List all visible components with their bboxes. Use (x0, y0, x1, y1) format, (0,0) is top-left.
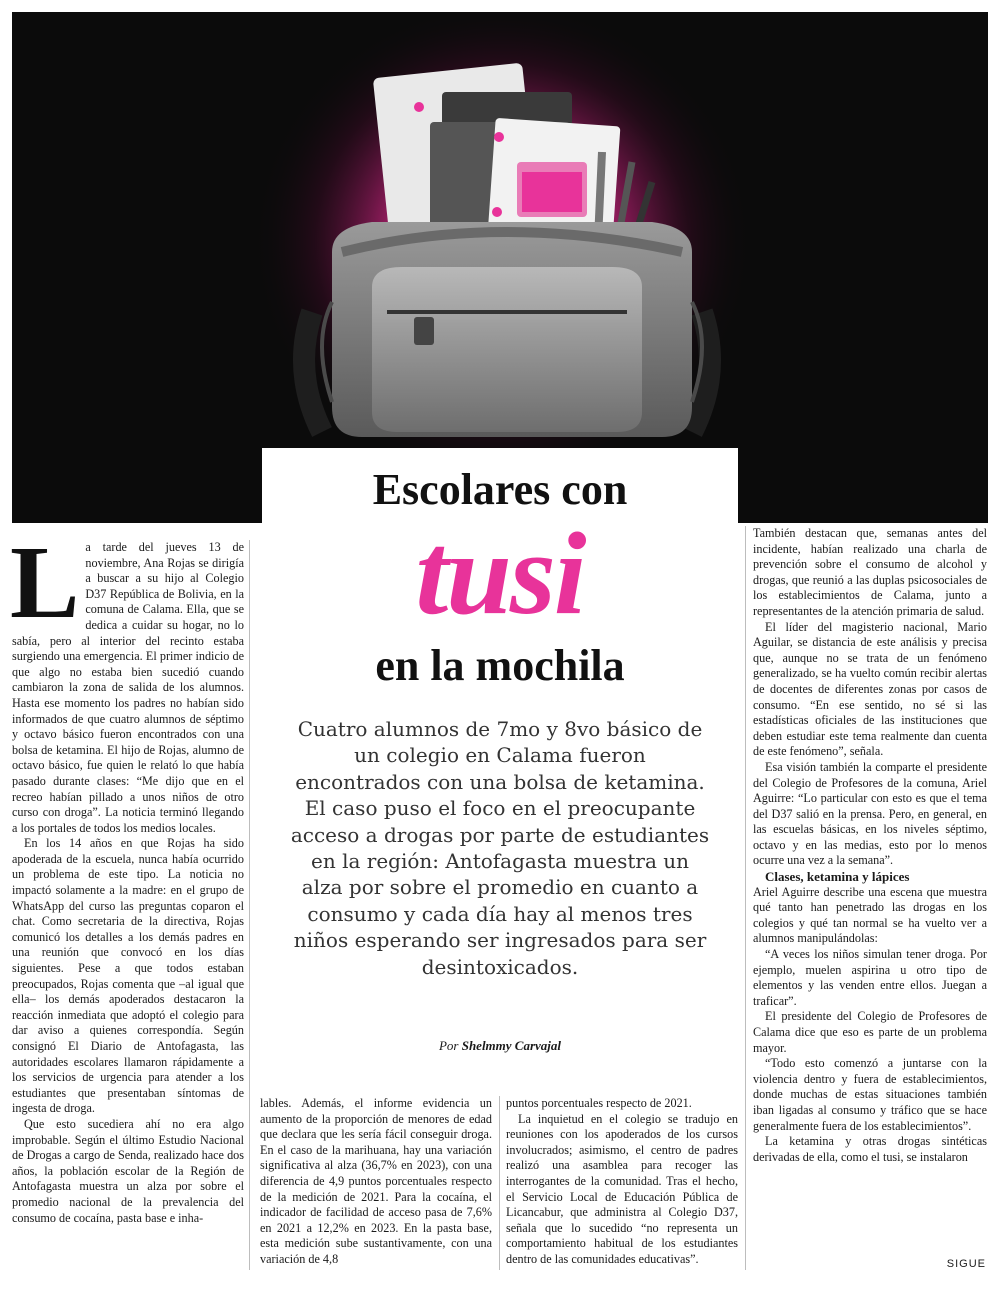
paragraph: lables. Además, el informe evidencia un aumento de la proporción de menores de edad que declara que les sería fácil conseguir droga. En el caso de la marihuana, hay una variación significativa al alza (36,7% en 2023), con una diferencia de 4,9 puntos porcentuales respecto de la medición de 2021. Para la cocaína, el indicador de facilidad de acceso pasa de 7,6% en 2021 a 12,2% en 2023. En la pasta base, esta medición sube sustantivamente, con una variación de 4,8 (260, 1096, 492, 1266)
paragraph: “A veces los niños simulan tener droga. Por ejemplo, muelen aspirina u otro tipo de elementos y las venden entre ellos. Juegan a traficar”. (753, 947, 987, 1008)
column-rule (745, 526, 746, 1270)
column-rule (499, 1096, 500, 1270)
paragraph: puntos porcentuales respecto de 2021. (506, 1096, 692, 1110)
section-subhead: Clases, ketamina y lápices (765, 869, 910, 885)
drop-cap: L (10, 525, 80, 640)
headline-line-1: Escolares con (372, 465, 628, 514)
paragraph: Que esto sucediera ahí no era algo improbable. Según el último Estudio Nacional de Drogas a cargo de Senda, realizado hace dos años, la población escolar de la Región de Antofagasta muestra un alza por sobre el promedio nacional de la prevalencia del consumo de cocaína, pasta base e inha- (12, 1116, 244, 1225)
continue-label: SIGUE (946, 1258, 986, 1270)
article-column-1 (10, 525, 244, 1226)
byline (262, 1038, 738, 1054)
byline-author: Shelmmy Carvajal (461, 1038, 562, 1053)
paragraph-text: a tarde del jueves 13 de noviembre, Ana Rojas se dirigía a buscar a su hijo al Colegio D37 República de Bolivia, en la comuna de Calama. Ella, que se dedica a cuidar su hogar, no lo sabía, pero al interior del recinto estaba surgiendo una emergencia. El primer indicio de que algo no estaba bien sucedió cuando cambiaron la zona de salida de los alumnos. Hasta ese momento los padres no habían sido informados de que cuatro alumnos de séptimo y octavo básico fueron encontrados con una bolsa de ketamina. El hijo de Rojas, alumno de octavo básico, fue quien le relató lo que había pasado durante clases: “Me dijo que en el recreo habían pillado a unos niños de otro curso con droga”. La noticia terminó llegando a los portales de todos los medios locales. (12, 540, 244, 835)
paragraph: Ariel Aguirre describe una escena que muestra qué tanto han penetrado las drogas en los colegios y qué tan normal se ha vuelto ver a alumnos manipulándolas: (753, 884, 987, 946)
paragraph (10, 525, 244, 836)
article-column-2 (260, 1096, 492, 1268)
article-column-4 (753, 526, 987, 1165)
article-column-3 (506, 1096, 738, 1268)
paragraph: También destacan que, semanas antes del incidente, habían realizado una charla de prevención sobre el consumo de alcohol y drogas, que reunió a las duplas psicosociales de los establecimientos de Calama, junto a representantes de la atención primaria de salud. (753, 526, 987, 618)
column-rule (249, 540, 250, 1270)
deck-text: Cuatro alumnos de 7mo y 8vo básico de un colegio en Calama fueron encontrados con una bolsa de ketamina. El caso puso el foco en el preocupante acceso a drogas por parte de estudiantes en la región: Antofagasta muestra un alza por sobre el promedio en cuanto a consumo y cada día hay al menos tres niños esperando ser ingresados para ser desintoxicados. (290, 717, 710, 979)
paragraph: Esa visión también la comparte el presidente del Colegio de Profesores de la comuna, Ariel Aguirre: “Lo particular con esto es que el tema del D37 salió en la prensa. Pero, en general, en las escuelas básicas, en los niveles séptimo, octavo y en las medias, esto por lo menos ocurre una vez a la semana”. (753, 759, 987, 868)
paragraph: El presidente del Colegio de Profesores de Calama dice que eso es parte de un problema mayor. (753, 1009, 987, 1055)
backpack-icon (12, 12, 988, 523)
byline-prefix: Por (438, 1038, 459, 1053)
headline-accent-word: tusi (415, 508, 585, 639)
paragraph: La inquietud en el colegio se tradujo en reuniones con los apoderados de los cursos involucrados; asimismo, el centro de padres realizó una asamblea para recoger las interrogantes de la comunidad. Tras el hecho, el Servicio Local de Educación Pública de Licancabur, que administra al Colegio D37, señala que lo sucedido “no representa un comportamiento habitual de los estudiantes dentro de las comunidades educativas”. (506, 1111, 738, 1266)
paragraph: La ketamina y otras drogas sintéticas derivadas de ella, como el tusi, se instalaron (753, 1134, 987, 1164)
paragraph: “Todo esto comenzó a juntarse con la violencia dentro y fuera de establecimientos, donde muchas de estas situaciones también iban ligadas al consumo y tráfico que se hace generalmente fuera de los establecimientos”. (753, 1056, 987, 1133)
paragraph: En los 14 años en que Rojas ha sido apoderada de la escuela, nunca había ocurrido un problema de este tipo. La noticia no impactó solamente a la madre: en el grupo de WhatsApp del curso las preguntas coparon el chat. Como secretaria de la directiva, Rojas comunicó los detalles a los demás padres en una reunión que convocó en los días siguientes. Pese a que todos estaban preocupados, Rojas comenta que –al igual que ella– los demás apoderados destacaron la reacción inmediata que adoptó el colegio para dar aviso a quienes correspondía. Según consignó El Diario de Antofagasta, las autoridades escolares llamaron rápidamente a los servicios de urgencia para atender a los estudiantes que presentaban síntomas de ingesta de droga. (12, 836, 244, 1116)
headline-line-3: en la mochila (375, 641, 625, 690)
paragraph: El líder del magisterio nacional, Mario Aguilar, se distancia de este análisis y precisa que, aunque no se trata de un fenómeno generalizado, se ha vuelto común recibir alertas de docentes de diferentes zonas por casos de consumo. “En ese sentido, no sé si las estadísticas oficiales de las instituciones que deben estudiar este tema realmente dan cuenta de este fenómeno”, señala. (753, 619, 987, 759)
hero-illustration (12, 12, 988, 523)
